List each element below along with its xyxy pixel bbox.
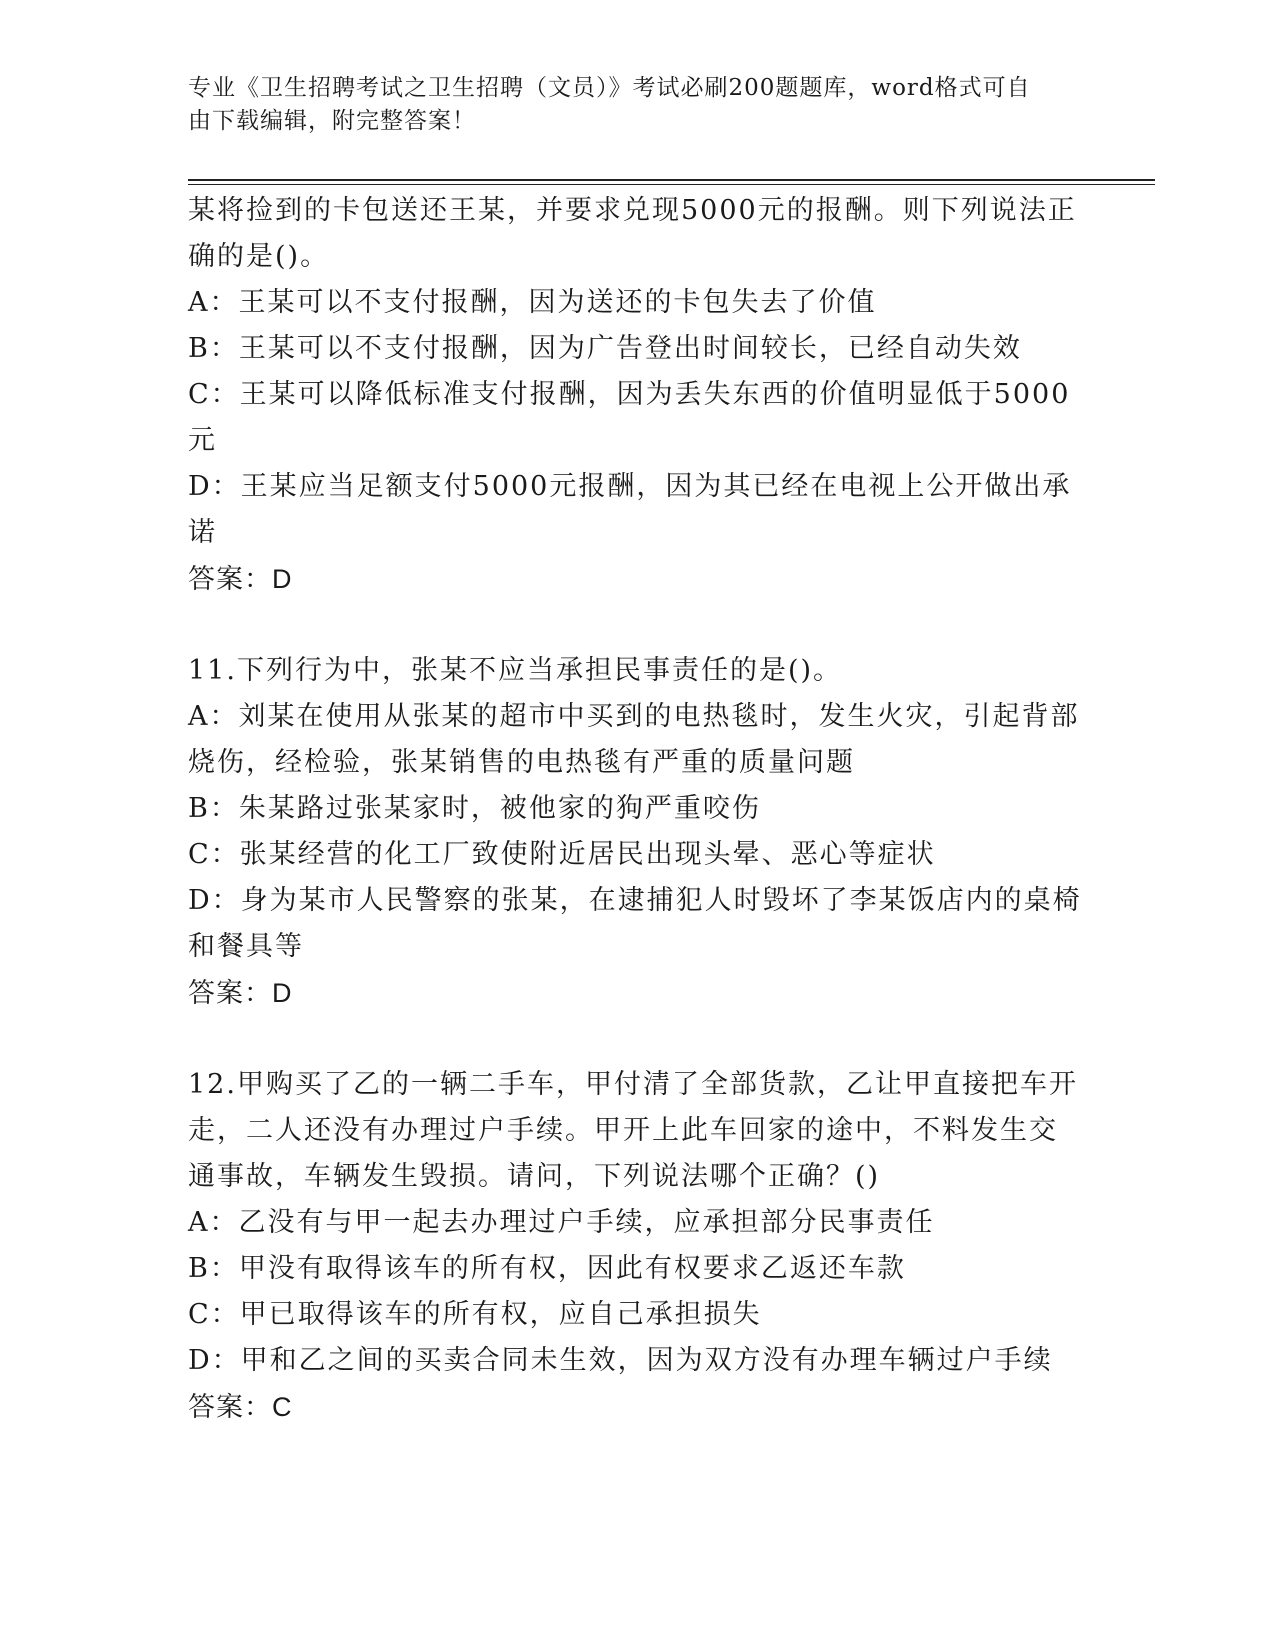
question-content: [188, 188, 1088, 1430]
header-line-2: 由下载编辑，附完整答案！: [188, 108, 476, 134]
question-11: [188, 648, 1088, 1016]
option-c: C：张某经营的化工厂致使附近居民出现头晕、恶心等症状: [188, 839, 936, 870]
document-header: [188, 72, 1068, 138]
option-a: A：乙没有与甲一起去办理过户手续，应承担部分民事责任: [188, 1207, 935, 1238]
question-stem-line: 走，二人还没有办理过户手续。甲开上此车回家的途中，不料发生交: [188, 1115, 1058, 1146]
question-stem-line: 11.下列行为中，张某不应当承担民事责任的是()。: [188, 655, 843, 686]
option-d: D：身为某市人民警察的张某，在逮捕犯人时毁坏了李某饭店内的桌椅: [188, 885, 1082, 916]
question-stem-line: 通事故，车辆发生毁损。请问，下列说法哪个正确？(): [188, 1161, 881, 1192]
option-a-continued: 烧伤，经检验，张某销售的电热毯有严重的质量问题: [188, 747, 855, 778]
option-c-continued: 元: [188, 425, 217, 456]
question-spacer: [188, 602, 1088, 648]
option-d-continued: 诺: [188, 517, 217, 548]
option-a: A：刘某在使用从张某的超市中买到的电热毯时，发生火灾，引起背部: [188, 701, 1080, 732]
option-a: A：王某可以不支付报酬，因为送还的卡包失去了价值: [188, 287, 877, 318]
header-line-1: 专业《卫生招聘考试之卫生招聘（文员）》考试必刷200题题库，word格式可自: [188, 75, 1031, 101]
option-d: D：王某应当足额支付5000元报酬，因为其已经在电视上公开做出承: [188, 471, 1072, 502]
question-10: [188, 188, 1088, 602]
option-c: C：王某可以降低标准支付报酬，因为丢失东西的价值明显低于5000: [188, 379, 1071, 410]
option-d: D：甲和乙之间的买卖合同未生效，因为双方没有办理车辆过户手续: [188, 1345, 1053, 1376]
question-stem-line: 确的是()。: [188, 241, 330, 272]
option-b: B：王某可以不支付报酬，因为广告登出时间较长，已经自动失效: [188, 333, 1022, 364]
option-d-continued: 和餐具等: [188, 931, 304, 962]
header-divider-thick: [188, 179, 1155, 181]
option-b: B：朱某路过张某家时，被他家的狗严重咬伤: [188, 793, 761, 824]
question-stem-line: 12.甲购买了乙的一辆二手车，甲付清了全部货款，乙让甲直接把车开: [188, 1069, 1078, 1100]
answer-label: 答案：D: [188, 978, 293, 1008]
option-c: C：甲已取得该车的所有权，应自己承担损失: [188, 1299, 762, 1330]
question-12: [188, 1062, 1088, 1430]
header-divider-thin: [188, 184, 1155, 185]
question-stem-line: 某将捡到的卡包送还王某，并要求兑现5000元的报酬。则下列说法正: [188, 195, 1077, 226]
answer-label: 答案：D: [188, 564, 293, 594]
option-b: B：甲没有取得该车的所有权，因此有权要求乙返还车款: [188, 1253, 906, 1284]
answer-label: 答案：C: [188, 1392, 293, 1422]
question-spacer: [188, 1016, 1088, 1062]
